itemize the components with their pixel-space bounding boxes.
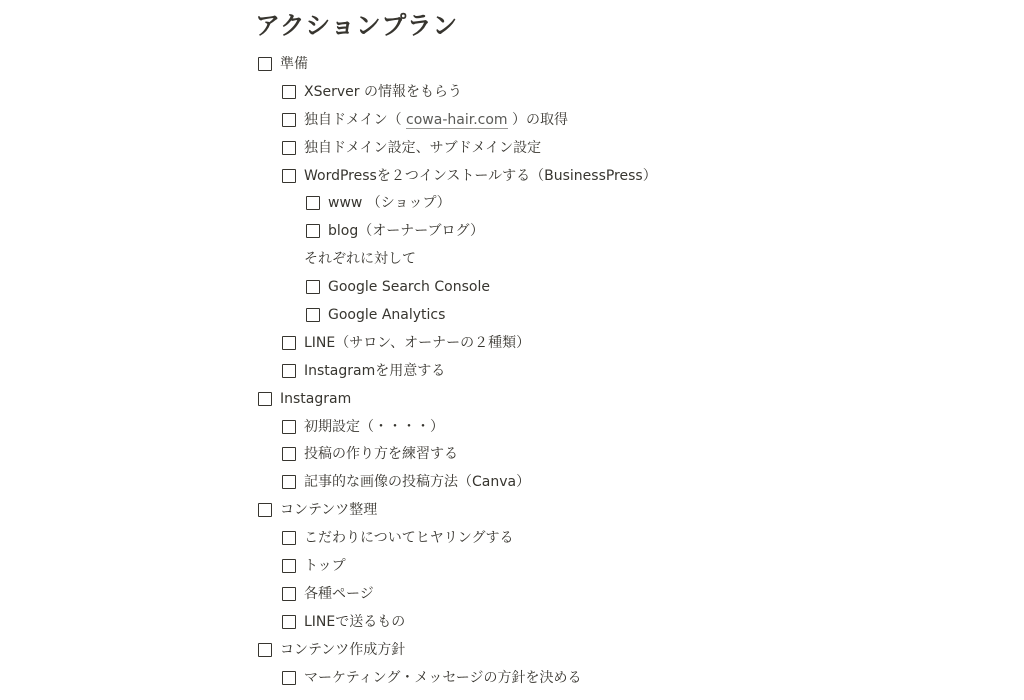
todo-text[interactable]: マーケティング・メッセージの方針を決める	[304, 669, 582, 686]
todo-text[interactable]: 記事的な画像の投稿方法（Canva）	[304, 474, 531, 491]
checkbox[interactable]	[282, 336, 296, 350]
todo-item[interactable]	[255, 440, 955, 468]
todo-item[interactable]	[255, 664, 955, 692]
todo-item[interactable]	[255, 552, 955, 580]
todo-text[interactable]: XServer の情報をもらう	[304, 83, 462, 100]
todo-item[interactable]	[255, 524, 955, 552]
todo-text[interactable]: Instagramを用意する	[304, 362, 446, 379]
text-block[interactable]	[255, 245, 955, 273]
text-block-content[interactable]: それぞれに対して	[304, 251, 416, 268]
todo-text[interactable]	[304, 110, 568, 130]
todo-item[interactable]	[255, 134, 955, 162]
checkbox[interactable]	[258, 503, 272, 517]
checkbox[interactable]	[306, 280, 320, 294]
todo-item[interactable]	[255, 189, 955, 217]
todo-item[interactable]	[255, 580, 955, 608]
todo-item[interactable]	[255, 329, 955, 357]
todo-text[interactable]: 投稿の作り方を練習する	[304, 446, 458, 463]
checkbox[interactable]	[306, 196, 320, 210]
todo-text[interactable]: www （ショップ）	[328, 195, 451, 212]
todo-item[interactable]	[255, 106, 955, 134]
checkbox[interactable]	[306, 224, 320, 238]
checkbox[interactable]	[282, 113, 296, 127]
todo-text[interactable]: 初期設定（・・・・）	[304, 418, 444, 435]
domain-link[interactable]: cowa-hair.com	[406, 111, 508, 128]
checkbox[interactable]	[282, 141, 296, 155]
checkbox[interactable]	[282, 531, 296, 545]
todo-item[interactable]	[255, 608, 955, 636]
todo-text[interactable]: blog（オーナーブログ）	[328, 223, 484, 240]
todo-item[interactable]	[255, 301, 955, 329]
todo-text[interactable]: 独自ドメイン設定、サブドメイン設定	[304, 139, 542, 156]
checkbox[interactable]	[258, 392, 272, 406]
todo-item[interactable]	[255, 273, 955, 301]
todo-item[interactable]	[255, 636, 955, 664]
todo-item[interactable]	[255, 413, 955, 441]
checkbox[interactable]	[282, 447, 296, 461]
todo-text[interactable]: Google Search Console	[328, 279, 490, 296]
checkbox[interactable]	[258, 57, 272, 71]
todo-text[interactable]: LINEで送るもの	[304, 613, 406, 630]
todo-item[interactable]	[255, 50, 955, 78]
todo-item[interactable]	[255, 78, 955, 106]
todo-item[interactable]	[255, 468, 955, 496]
checkbox[interactable]	[282, 475, 296, 489]
checkbox[interactable]	[282, 587, 296, 601]
todo-text[interactable]: Instagram	[280, 390, 352, 407]
checkbox[interactable]	[306, 308, 320, 322]
todo-text[interactable]: 各種ページ	[304, 585, 374, 602]
checkbox[interactable]	[282, 671, 296, 685]
todo-item[interactable]	[255, 385, 955, 413]
todo-item[interactable]	[255, 496, 955, 524]
todo-item[interactable]	[255, 217, 955, 245]
checkbox[interactable]	[282, 420, 296, 434]
checkbox[interactable]	[282, 559, 296, 573]
todo-text-after: ）の取得	[507, 111, 568, 128]
page-title: アクションプラン	[255, 11, 458, 40]
checkbox[interactable]	[258, 643, 272, 657]
checkbox[interactable]	[282, 85, 296, 99]
todo-text[interactable]: コンテンツ整理	[280, 502, 378, 519]
todo-text[interactable]: 準備	[280, 55, 308, 72]
todo-text[interactable]: トップ	[304, 557, 346, 574]
todo-item[interactable]	[255, 357, 955, 385]
todo-text[interactable]: LINE（サロン、オーナーの２種類）	[304, 334, 531, 351]
todo-text[interactable]: Google Analytics	[328, 306, 446, 323]
todo-item[interactable]	[255, 162, 955, 190]
checkbox[interactable]	[282, 364, 296, 378]
todo-text[interactable]: コンテンツ作成方針	[280, 641, 406, 658]
todo-text[interactable]: WordPressを２つインストールする（BusinessPress）	[304, 167, 657, 184]
checkbox[interactable]	[282, 169, 296, 183]
todo-list	[255, 50, 955, 691]
todo-text-before: 独自ドメイン（	[304, 111, 407, 128]
checkbox[interactable]	[282, 615, 296, 629]
todo-text[interactable]: こだわりについてヒヤリングする	[304, 530, 514, 547]
